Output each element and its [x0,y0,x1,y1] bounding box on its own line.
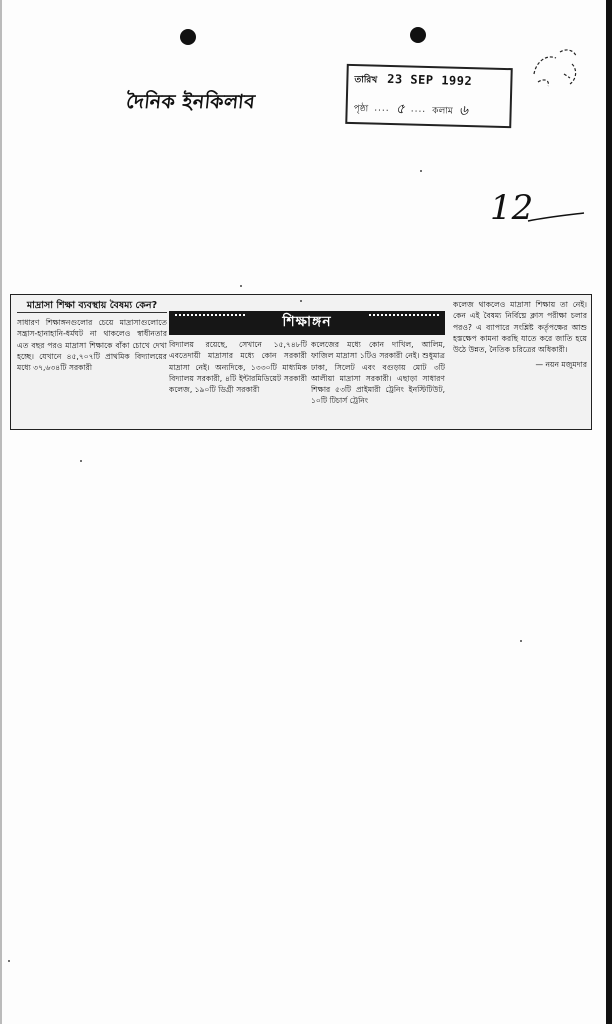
scan-speck [300,300,302,302]
stamp-date-label: তারিখ [354,75,378,86]
newspaper-masthead: দৈনিক ইনকিলাব [125,91,257,113]
stamp-page-value: ৫ [395,101,405,118]
scan-speck [80,460,82,462]
punch-hole-right [410,27,426,43]
stamp-page-label: পৃষ্ঠা [353,103,369,114]
scan-speck [520,640,522,642]
stamp-dots: .... [410,104,427,115]
page-left-edge [0,0,2,1024]
clipping-column-3 [311,339,445,407]
stamp-date: 23 SEP 1992 [387,71,473,89]
newspaper-clipping [10,294,592,430]
corner-scribble-mark [526,44,586,94]
clipping-column-1 [17,299,167,373]
scan-speck [240,285,242,287]
article-column-text: সাধারণ শিক্ষাঙ্গনগুলোর চেয়ে মাদ্রাসাগুলোতে সন্ত্রাস-হানাহানি-ধর্মঘট না থাকলেও স্বাধীনতার এত বছর পরও মাদ্রাসা শিক্ষাকে বাঁকা চোখে দেখা হচ্ছে। যেখানে ৪৫,৭০৭টি প্রাথমিক বিদ্যালয়ের মধ্যে ৩৭,৬৩৪টি সরকারী [17,318,167,373]
article-heading: মাদ্রাসা শিক্ষা ব্যবস্থায় বৈষম্য কেন? [17,299,167,313]
scan-speck [8,960,10,962]
article-column-text: কলেজ থাকলেও মাদ্রাসা শিক্ষায় তা নেই। কেন এই বৈষম্য নির্বিঘ্নে ক্লাস পরীক্ষা চলার পরও? এ ব্যাপারে সংশ্লিষ্ট কর্তৃপক্ষের আশু হস্তক্ষেপ কামনা করছি যাতে করে জাতি হয়ে উঠে উন্নত, নৈতিক চরিত্রের অধিকারী। [453,300,587,355]
stamp-column-label: কলাম [432,105,453,117]
date-stamp [345,64,513,128]
clipping-column-2 [169,339,307,395]
clipping-column-4 [453,299,587,371]
stamp-column-value: ৬ [458,102,469,120]
page-number-text: 12 [490,188,534,228]
stamp-dots: .... [374,103,390,114]
page-right-edge [606,0,612,1024]
article-column-text: কলেজের মধ্যে কোন দাখিল, আলিম, ফাজিল মাদ্রাসা ১টিও সরকারী নেই। শুধুমাত্র ঢাকা, সিলেট এবং বগুড়ায় মোট ৩টি আলীয়া মাদ্রাসা সরকারী। এছাড়া সাধারণ শিক্ষার ৫৩টি প্রাইমারী ট্রেনিং ইনস্টিটিউট, ১০টি টিচার্স ট্রেনিং [311,340,445,406]
punch-hole-left [180,29,196,45]
scan-speck [420,170,422,172]
article-column-text: বিদ্যালয় রয়েছে, সেখানে ১৫,৭৪৮টি এবতেদায়ী মাদ্রাসার মধ্যে কোন সরকারী মাদ্রাসা নেই। অন্যদিকে, ১৩৩০টি মাধ্যমিক বিদ্যালয় সরকারী, ৪টি ইন্টারমিডিয়েট সরকারী কলেজ, ১৯০টি ডিগ্রী সরকারী [169,340,307,395]
article-author: — নয়ন মজুমদার [535,360,587,370]
handwritten-page-number [488,185,588,235]
section-banner: শিক্ষাঙ্গন [169,311,445,335]
